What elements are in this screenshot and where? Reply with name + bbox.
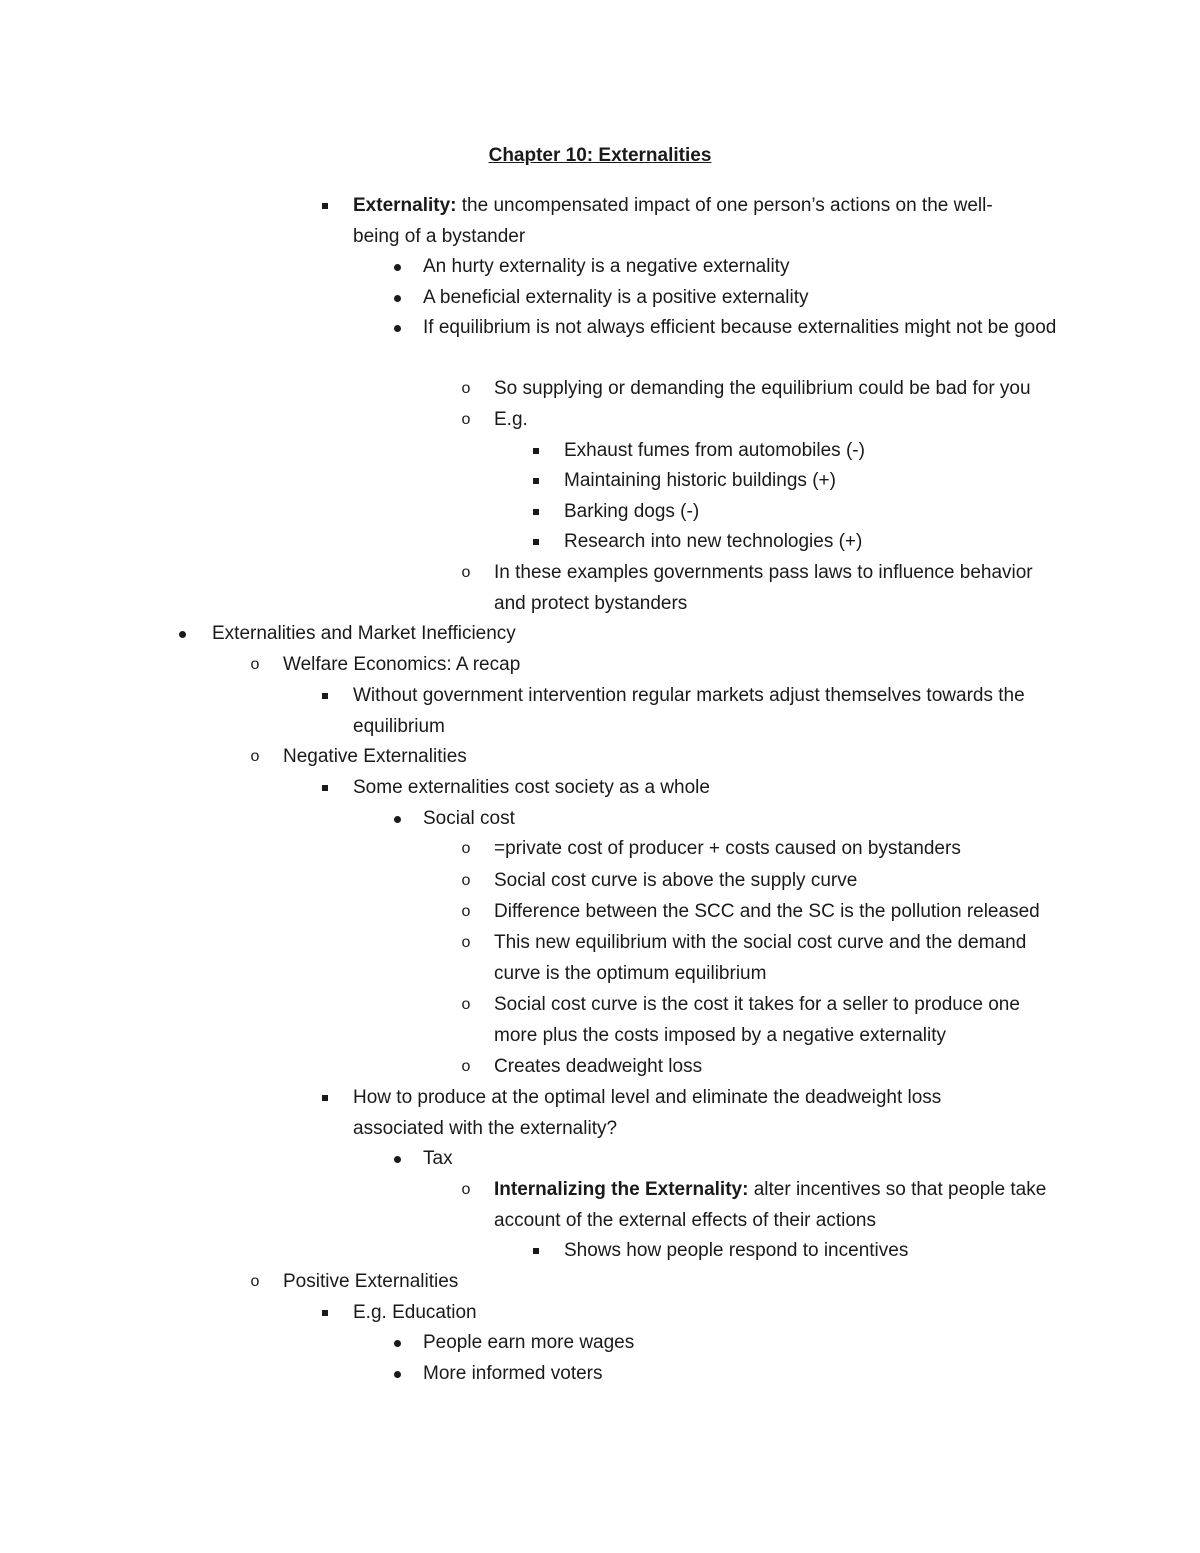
circle-bullet-icon — [456, 1175, 476, 1206]
item-text: An hurty externality is a negative externality — [423, 256, 790, 277]
list-item — [494, 990, 1054, 1051]
circle-bullet-icon — [456, 834, 476, 865]
item-text: People earn more wages — [423, 1332, 635, 1353]
item-text: So supplying or demanding the equilibrium could be bad for you — [494, 378, 1031, 399]
item-text: In these examples governments pass laws to influence behavior and protect bystanders — [494, 562, 1033, 614]
item-text: This new equilibrium with the social cost curve and the demand curve is the optimum equilibrium — [494, 932, 1027, 984]
list-item — [423, 804, 1073, 835]
round-bullet-icon — [387, 1359, 407, 1390]
term-label: Externality: — [353, 195, 457, 216]
list-item — [494, 834, 1084, 865]
list-item — [494, 1175, 1084, 1236]
item-text: Negative Externalities — [283, 746, 467, 767]
list-item — [564, 436, 1084, 467]
round-bullet-icon — [387, 252, 407, 283]
item-text: Positive Externalities — [283, 1271, 459, 1292]
document-title: Chapter 10: Externalities — [488, 145, 712, 166]
list-item — [423, 313, 1058, 344]
round-bullet-icon — [387, 1328, 407, 1359]
item-text: How to produce at the optimal level and eliminate the deadweight loss associated with the externality? — [353, 1087, 942, 1139]
list-item — [283, 650, 1063, 681]
circle-bullet-icon — [456, 928, 476, 959]
square-bullet-icon — [315, 1298, 335, 1329]
circle-bullet-icon — [456, 405, 476, 436]
item-text: Creates deadweight loss — [494, 1056, 703, 1077]
square-bullet-icon — [315, 1083, 335, 1114]
item-text: Exhaust fumes from automobiles (-) — [564, 440, 865, 461]
list-item — [564, 1236, 1084, 1267]
list-item — [283, 742, 1063, 773]
round-bullet-icon — [387, 283, 407, 314]
list-item — [423, 1144, 1073, 1175]
item-text: Social cost — [423, 808, 515, 829]
list-item — [494, 897, 1094, 928]
square-bullet-icon — [526, 497, 546, 528]
list-item — [423, 252, 1073, 283]
list-item — [353, 773, 1053, 804]
item-text: Tax — [423, 1148, 453, 1169]
circle-bullet-icon — [456, 374, 476, 405]
item-text: Social cost curve is above the supply curve — [494, 870, 858, 891]
item-text: the uncompensated impact of one person’s actions on the well-being of a bystander — [353, 195, 993, 247]
circle-bullet-icon — [456, 897, 476, 928]
square-bullet-icon — [315, 191, 335, 222]
item-text: Welfare Economics: A recap — [283, 654, 521, 675]
list-item — [353, 1083, 993, 1144]
square-bullet-icon — [526, 527, 546, 558]
circle-bullet-icon — [245, 650, 265, 681]
list-item — [564, 466, 1084, 497]
item-text: Research into new technologies (+) — [564, 531, 863, 552]
item-text: Externalities and Market Inefficiency — [212, 623, 516, 644]
item-text: Without government intervention regular markets adjust themselves towards the equilibrium — [353, 685, 1025, 737]
list-item — [494, 558, 1064, 619]
item-text: Social cost curve is the cost it takes for a seller to produce one more plus the costs imposed by a negative externality — [494, 994, 1020, 1046]
list-item — [423, 283, 1073, 314]
round-bullet-icon — [387, 1144, 407, 1175]
list-item — [353, 1298, 1053, 1329]
list-item — [353, 681, 1038, 742]
list-item — [494, 866, 1084, 897]
item-text: If equilibrium is not always efficient because externalities might not be good — [423, 317, 1057, 338]
list-item — [494, 928, 1069, 989]
circle-bullet-icon — [245, 742, 265, 773]
term-label: Internalizing the Externality: — [494, 1179, 749, 1200]
round-bullet-icon — [172, 619, 192, 650]
item-text: E.g. — [494, 409, 528, 430]
item-text: Maintaining historic buildings (+) — [564, 470, 836, 491]
list-item — [423, 1359, 1073, 1390]
item-text: Difference between the SCC and the SC is the pollution released — [494, 901, 1040, 922]
item-text: E.g. Education — [353, 1302, 477, 1323]
list-item — [423, 1328, 1073, 1359]
square-bullet-icon — [526, 466, 546, 497]
list-item — [212, 619, 1062, 650]
list-item — [564, 527, 1084, 558]
item-text: alter incentives so that people take account of the external effects of their actions — [494, 1179, 1047, 1231]
square-bullet-icon — [526, 1236, 546, 1267]
item-text: A beneficial externality is a positive externality — [423, 287, 809, 308]
item-text: =private cost of producer + costs caused on bystanders — [494, 838, 961, 859]
list-item — [494, 374, 1094, 405]
list-item — [494, 1052, 1054, 1083]
list-item — [353, 191, 1033, 252]
circle-bullet-icon — [245, 1267, 265, 1298]
square-bullet-icon — [315, 681, 335, 712]
circle-bullet-icon — [456, 990, 476, 1021]
item-text: Shows how people respond to incentives — [564, 1240, 909, 1261]
round-bullet-icon — [387, 804, 407, 835]
square-bullet-icon — [526, 436, 546, 467]
circle-bullet-icon — [456, 1052, 476, 1083]
item-text: Some externalities cost society as a whole — [353, 777, 710, 798]
list-item — [564, 497, 1084, 528]
circle-bullet-icon — [456, 866, 476, 897]
square-bullet-icon — [315, 773, 335, 804]
item-text: More informed voters — [423, 1363, 603, 1384]
list-item — [494, 405, 1094, 436]
list-item — [283, 1267, 1063, 1298]
item-text: Barking dogs (-) — [564, 501, 700, 522]
round-bullet-icon — [387, 313, 407, 344]
circle-bullet-icon — [456, 558, 476, 589]
